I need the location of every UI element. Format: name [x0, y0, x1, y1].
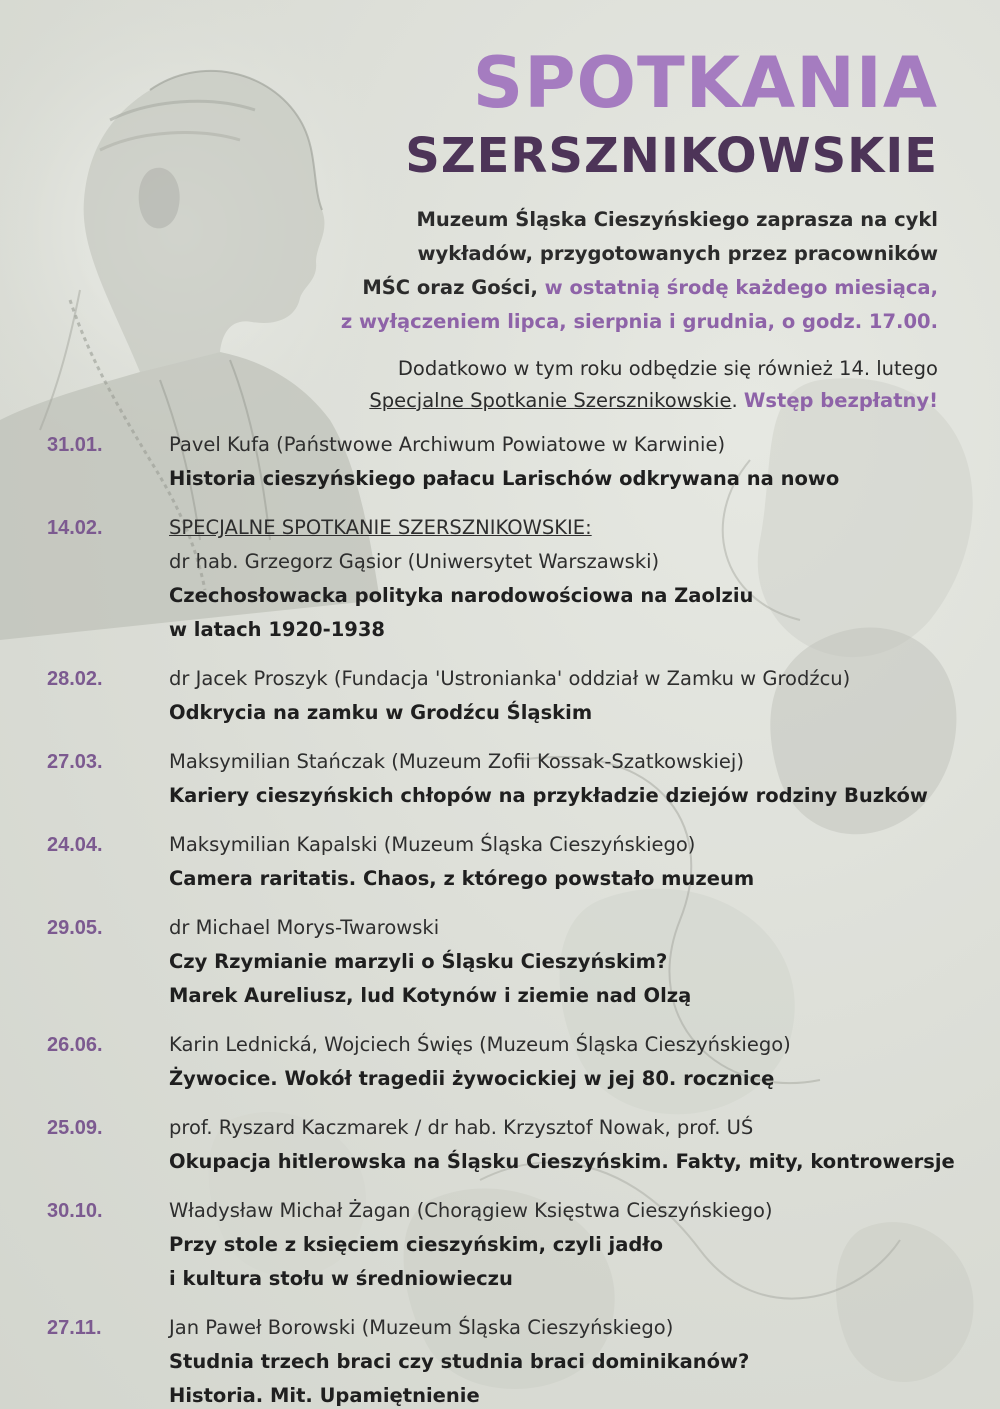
event-speaker: dr Michael Morys-Twarowski	[169, 916, 440, 939]
event-date: 25.09.	[47, 1117, 103, 1139]
intro-line	[318, 271, 938, 305]
event-body	[169, 1194, 969, 1296]
event-title: Okupacja hitlerowska na Śląsku Cieszyńskim. Fakty, mity, kontrowersje	[169, 1150, 955, 1173]
event-body	[169, 428, 969, 496]
extra-info	[238, 353, 938, 417]
event-item	[0, 1111, 1000, 1179]
event-item	[0, 511, 1000, 647]
event-date: 29.05.	[47, 917, 103, 939]
event-date: 14.02.	[47, 517, 103, 539]
extra-dot: .	[731, 389, 744, 412]
event-speaker: Władysław Michał Żagan (Chorągiew Księstwa Cieszyńskiego)	[169, 1199, 773, 1222]
event-date: 30.10.	[47, 1200, 103, 1222]
event-body	[169, 1028, 969, 1096]
event-speaker: dr hab. Grzegorz Gąsior (Uniwersytet Warszawski)	[169, 550, 660, 573]
event-speaker: Pavel Kufa (Państwowe Archiwum Powiatowe w Karwinie)	[169, 433, 726, 456]
event-title: Camera raritatis. Chaos, z którego powstało muzeum	[169, 867, 755, 890]
event-item	[0, 1194, 1000, 1296]
event-date: 28.02.	[47, 668, 103, 690]
event-item	[0, 911, 1000, 1013]
event-speaker: Maksymilian Kapalski (Muzeum Śląska Cieszyńskiego)	[169, 833, 696, 856]
event-item	[0, 828, 1000, 896]
intro-accent-line: z wyłączeniem lipca, sierpnia i grudnia, o godz. 17.00.	[340, 310, 938, 333]
event-body	[169, 745, 969, 813]
event-title: Przy stole z księciem cieszyńskim, czyli jadło	[169, 1233, 663, 1256]
event-body	[169, 1111, 969, 1179]
event-title: Historia cieszyńskiego pałacu Larischów odkrywana na nowo	[169, 467, 840, 490]
event-item	[0, 1028, 1000, 1096]
special-meeting-name: Specjalne Spotkanie Szersznikowskie	[369, 389, 732, 412]
event-list	[0, 428, 1000, 1409]
intro-accent: w ostatnią środę każdego miesiąca,	[544, 276, 938, 299]
event-date: 27.11.	[47, 1317, 102, 1339]
event-special-label: SPECJALNE SPOTKANIE SZERSZNIKOWSKIE:	[169, 516, 592, 539]
event-title: Czy Rzymianie marzyli o Śląsku Cieszyńskim?	[169, 950, 668, 973]
event-body	[169, 1311, 969, 1409]
extra-line: Dodatkowo w tym roku odbędzie się również 14. lutego	[397, 357, 938, 380]
free-entry: Wstęp bezpłatny!	[743, 389, 938, 412]
event-title: Marek Aureliusz, lud Kotynów i ziemie nad Olzą	[169, 984, 692, 1007]
intro-line: Muzeum Śląska Cieszyńskiego zaprasza na cykl	[416, 208, 938, 231]
event-title: i kultura stołu w średniowieczu	[169, 1267, 513, 1290]
event-title: Żywocice. Wokół tragedii żywocickiej w jej 80. rocznicę	[169, 1067, 775, 1090]
intro-line: wykładów, przygotowanych przez pracowników	[417, 242, 938, 265]
event-date: 27.03.	[47, 751, 103, 773]
title-szersznikowskie: SZERSZNIKOWSKIE	[405, 128, 938, 184]
event-title: w latach 1920-1938	[169, 618, 385, 641]
event-title: Kariery cieszyńskich chłopów na przykładzie dziejów rodziny Buzków	[169, 784, 928, 807]
event-title: Czechosłowacka polityka narodowościowa na Zaolziu	[169, 584, 754, 607]
event-date: 24.04.	[47, 834, 103, 856]
event-item	[0, 1311, 1000, 1409]
event-body	[169, 511, 969, 647]
event-speaker: Maksymilian Stańczak (Muzeum Zofii Kossak-Szatkowskiej)	[169, 750, 744, 773]
event-title: Studnia trzech braci czy studnia braci dominikanów?	[169, 1350, 750, 1373]
event-speaker: Jan Paweł Borowski (Muzeum Śląska Cieszyńskiego)	[169, 1316, 674, 1339]
event-body	[169, 828, 969, 896]
event-speaker: prof. Ryszard Kaczmarek / dr hab. Krzysztof Nowak, prof. UŚ	[169, 1116, 754, 1139]
event-body	[169, 662, 969, 730]
title-spotkania: SPOTKANIA	[472, 42, 938, 124]
event-item	[0, 745, 1000, 813]
extra-line	[238, 385, 938, 417]
intro-text	[318, 203, 938, 339]
event-date: 26.06.	[47, 1034, 103, 1056]
intro-plain: MŚC oraz Gości,	[362, 276, 545, 299]
event-date: 31.01.	[47, 434, 103, 456]
event-item	[0, 662, 1000, 730]
event-speaker: dr Jacek Proszyk (Fundacja 'Ustronianka' oddział w Zamku w Grodźcu)	[169, 667, 851, 690]
event-body	[169, 911, 969, 1013]
event-title: Historia. Mit. Upamiętnienie	[169, 1384, 480, 1407]
event-speaker: Karin Lednická, Wojciech Święs (Muzeum Śląska Cieszyńskiego)	[169, 1033, 791, 1056]
event-title: Odkrycia na zamku w Grodźcu Śląskim	[169, 701, 593, 724]
event-item	[0, 428, 1000, 496]
